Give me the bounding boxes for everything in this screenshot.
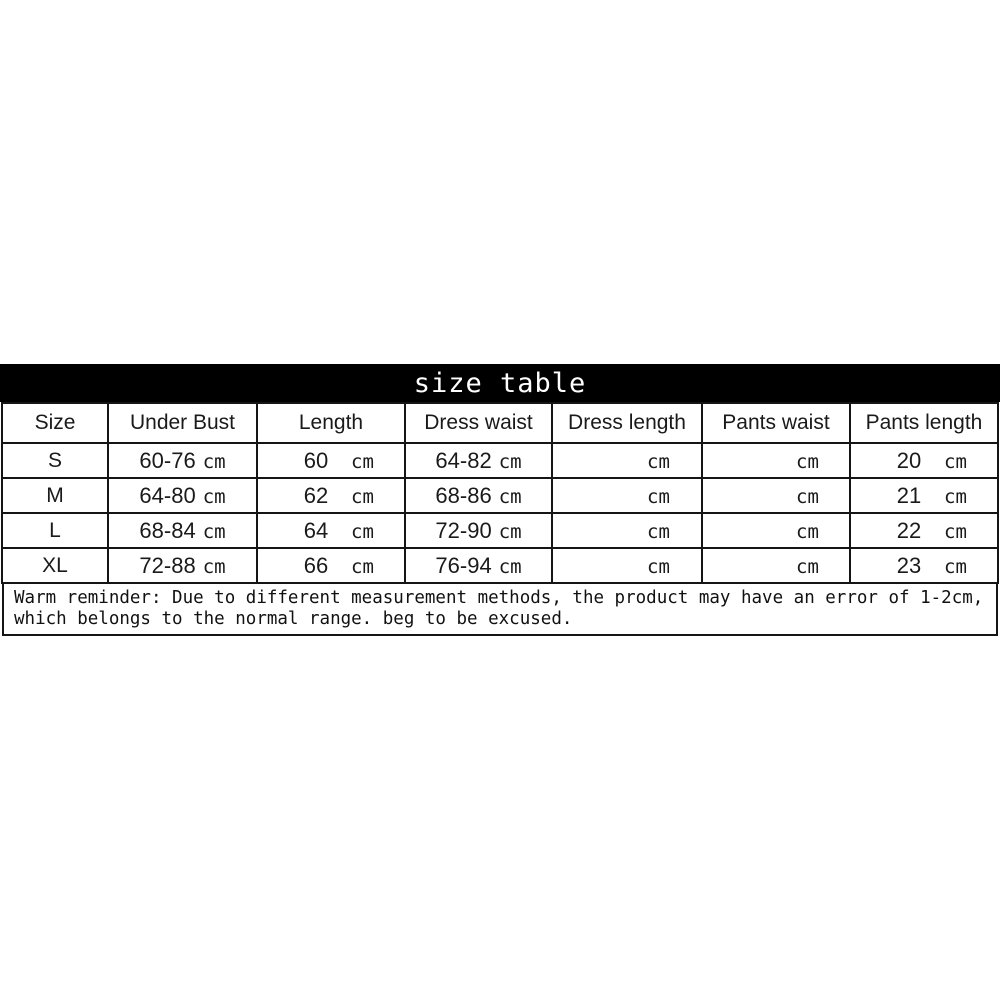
measurement-cell: [552, 443, 702, 478]
measurement-value: 72-88: [139, 552, 196, 578]
reminder-line-1: Warm reminder: Due to different measurement methods, the product may have an error of 1-2cm,: [14, 588, 984, 608]
measurement-cell: [850, 443, 998, 478]
measurement-cell: [552, 478, 702, 513]
measurement-cell: [405, 443, 552, 478]
measurement-cell: [552, 513, 702, 548]
measurement-cell: [108, 548, 257, 583]
measurement-cell: [702, 443, 850, 478]
measurement-cell: [702, 513, 850, 548]
unit-label: cm: [498, 485, 522, 508]
unit-label: cm: [647, 520, 670, 543]
measurement-value: 64-82: [435, 447, 492, 473]
measurement-cell: [257, 513, 405, 548]
size-label-cell: S: [2, 443, 108, 478]
unit-label: cm: [944, 520, 967, 543]
measurement-cell: [702, 478, 850, 513]
measurement-cell: [850, 478, 998, 513]
unit-label: cm: [498, 520, 522, 543]
unit-label: cm: [351, 485, 374, 508]
measurement-cell: [257, 548, 405, 583]
measurement-cell: [702, 548, 850, 583]
unit-label: cm: [647, 555, 670, 578]
unit-label: cm: [647, 450, 670, 473]
size-table-title: size table: [413, 367, 587, 399]
measurement-cell: [108, 443, 257, 478]
measurement-value: 60: [303, 447, 329, 473]
unit-label: cm: [647, 485, 670, 508]
unit-label: cm: [796, 520, 819, 543]
unit-label: cm: [944, 555, 967, 578]
table-row-m: [2, 478, 998, 513]
unit-label: cm: [351, 450, 374, 473]
measurement-cell: [257, 443, 405, 478]
measurement-value: 68-84: [139, 517, 196, 543]
size-label-cell: L: [2, 513, 108, 548]
size-table-banner: [0, 364, 1000, 402]
table-row-s: [2, 443, 998, 478]
column-header-pants-length: Pants length: [850, 403, 998, 443]
measurement-value: 76-94: [435, 552, 492, 578]
measurement-cell: [552, 548, 702, 583]
unit-label: cm: [796, 485, 819, 508]
unit-label: cm: [944, 450, 967, 473]
measurement-value: 20: [896, 447, 922, 473]
table-row-xl: [2, 548, 998, 583]
measurement-cell: [850, 513, 998, 548]
reminder-line-2: which belongs to the normal range. beg to be excused.: [14, 609, 573, 629]
unit-label: cm: [498, 450, 522, 473]
measurement-cell: [108, 478, 257, 513]
column-header-dress-waist: Dress waist: [405, 403, 552, 443]
column-header-pants-waist: Pants waist: [702, 403, 850, 443]
unit-label: cm: [944, 485, 967, 508]
unit-label: cm: [202, 520, 226, 543]
measurement-cell: [108, 513, 257, 548]
measurement-cell: [405, 478, 552, 513]
unit-label: cm: [202, 450, 226, 473]
header-row: [2, 403, 998, 443]
measurement-value: 62: [303, 482, 329, 508]
column-header-size: Size: [2, 403, 108, 443]
column-header-under-bust: Under Bust: [108, 403, 257, 443]
measurement-value: 60-76: [139, 447, 196, 473]
unit-label: cm: [351, 555, 374, 578]
measurement-cell: [257, 478, 405, 513]
unit-label: cm: [498, 555, 522, 578]
size-label-cell: M: [2, 478, 108, 513]
column-header-dress-length: Dress length: [552, 403, 702, 443]
measurement-value: 22: [896, 517, 922, 543]
warm-reminder-note: [2, 584, 998, 636]
measurement-cell: [405, 548, 552, 583]
measurement-value: 64-80: [139, 482, 196, 508]
measurement-value: 23: [896, 552, 922, 578]
measurement-cell: [405, 513, 552, 548]
table-row-l: [2, 513, 998, 548]
measurement-value: 68-86: [435, 482, 492, 508]
unit-label: cm: [796, 450, 819, 473]
column-header-length: Length: [257, 403, 405, 443]
measurement-cell: [850, 548, 998, 583]
unit-label: cm: [202, 555, 226, 578]
measurement-value: 72-90: [435, 517, 492, 543]
size-table: [1, 402, 999, 584]
unit-label: cm: [202, 485, 226, 508]
unit-label: cm: [796, 555, 819, 578]
measurement-value: 21: [896, 482, 922, 508]
measurement-value: 64: [303, 517, 329, 543]
measurement-value: 66: [303, 552, 329, 578]
size-chart: [0, 364, 1000, 636]
unit-label: cm: [351, 520, 374, 543]
size-label-cell: XL: [2, 548, 108, 583]
